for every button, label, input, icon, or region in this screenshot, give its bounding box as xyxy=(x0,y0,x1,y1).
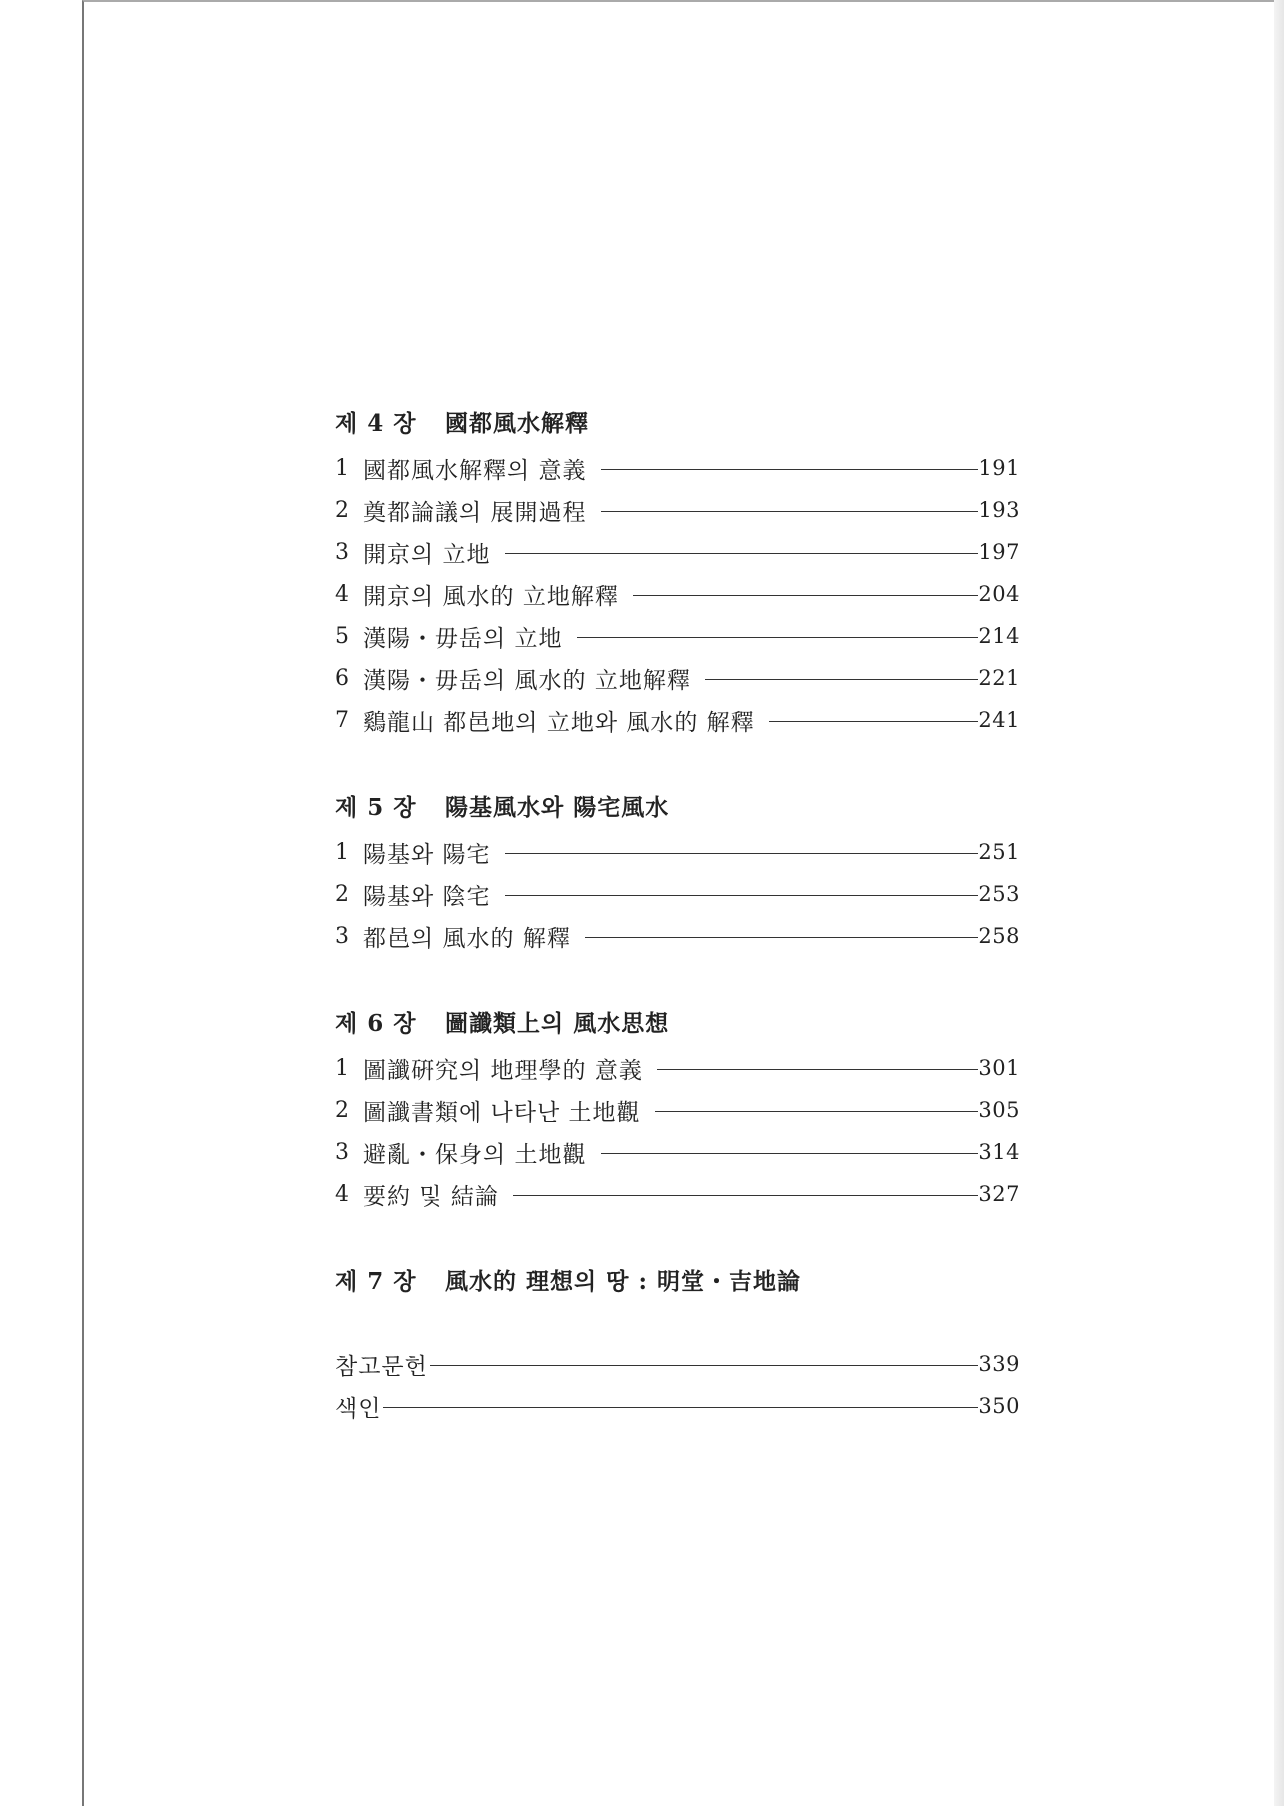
entry-page: 193 xyxy=(978,498,1020,522)
toc-entry[interactable] xyxy=(335,1131,1020,1173)
entry-number: 6 xyxy=(335,665,349,691)
dot-leader xyxy=(601,511,978,512)
chapter-heading[interactable] xyxy=(335,1265,1020,1299)
entry-title: 要約 및 結論 xyxy=(363,1183,499,1210)
entry-page: 241 xyxy=(978,708,1020,732)
toc-entry[interactable] xyxy=(335,831,1020,873)
entry-number: 3 xyxy=(335,923,349,949)
toc-entry[interactable] xyxy=(335,531,1020,573)
entry-title: 鷄龍山 都邑地의 立地와 風水的 解釋 xyxy=(363,709,755,736)
dot-leader xyxy=(769,721,978,722)
entry-page: 214 xyxy=(978,624,1020,648)
entry-page: 339 xyxy=(978,1352,1020,1376)
dot-leader xyxy=(601,469,978,470)
entry-title: 避亂・保身의 土地觀 xyxy=(363,1141,587,1168)
entry-number: 1 xyxy=(335,839,349,865)
entry-title: 색인 xyxy=(335,1395,382,1422)
chapter-title: 圖讖類上의 風水思想 xyxy=(445,1010,670,1037)
entry-number: 2 xyxy=(335,497,349,523)
entry-number: 4 xyxy=(335,1181,349,1207)
chapter-number: 제 7 장 xyxy=(335,1268,417,1295)
entry-page: 350 xyxy=(978,1394,1020,1418)
entry-number: 5 xyxy=(335,623,349,649)
toc-entry[interactable] xyxy=(335,1089,1020,1131)
entry-title: 陽基와 陽宅 xyxy=(363,841,491,868)
entry-title: 奠都論議의 展開過程 xyxy=(363,499,587,526)
entry-number: 7 xyxy=(335,707,349,733)
entry-page: 258 xyxy=(978,924,1020,948)
chapter-number: 제 6 장 xyxy=(335,1010,417,1037)
toc-entry[interactable] xyxy=(335,615,1020,657)
dot-leader xyxy=(705,679,978,680)
chapter-title: 風水的 理想의 땅 : 明堂・吉地論 xyxy=(445,1268,801,1295)
entry-title: 漢陽・毋岳의 立地 xyxy=(363,625,563,652)
entry-page: 251 xyxy=(978,840,1020,864)
entry-number: 2 xyxy=(335,881,349,907)
dot-leader xyxy=(505,853,978,854)
chapter-number: 제 5 장 xyxy=(335,794,417,821)
entry-number: 3 xyxy=(335,539,349,565)
entry-page: 301 xyxy=(978,1056,1020,1080)
entry-title: 참고문헌 xyxy=(335,1353,428,1380)
toc-entry[interactable] xyxy=(335,489,1020,531)
toc-entry[interactable] xyxy=(335,447,1020,489)
dot-leader xyxy=(505,553,978,554)
toc-entry[interactable] xyxy=(335,1047,1020,1089)
dot-leader xyxy=(655,1111,979,1112)
toc-entry[interactable] xyxy=(335,873,1020,915)
entry-page: 305 xyxy=(978,1098,1020,1122)
entry-page: 221 xyxy=(978,666,1020,690)
dot-leader xyxy=(585,937,978,938)
toc-entry[interactable] xyxy=(335,1173,1020,1215)
chapter-number: 제 4 장 xyxy=(335,410,417,437)
entry-title: 國都風水解釋의 意義 xyxy=(363,457,587,484)
chapter-heading xyxy=(335,1007,1020,1041)
page-edge-shadow xyxy=(1274,0,1284,1806)
dot-leader xyxy=(513,1195,978,1196)
entry-page: 253 xyxy=(978,882,1020,906)
entry-page: 197 xyxy=(978,540,1020,564)
toc-entry[interactable] xyxy=(335,657,1020,699)
dot-leader xyxy=(657,1069,978,1070)
entry-title: 漢陽・毋岳의 風水的 立地解釋 xyxy=(363,667,691,694)
toc-entry[interactable] xyxy=(335,915,1020,957)
entry-title: 圖讖書類에 나타난 土地觀 xyxy=(363,1099,641,1126)
entry-title: 開京의 風水的 立地解釋 xyxy=(363,583,619,610)
entry-title: 開京의 立地 xyxy=(363,541,491,568)
entry-number: 4 xyxy=(335,581,349,607)
dot-leader xyxy=(601,1153,978,1154)
entry-title: 圖讖硏究의 地理學的 意義 xyxy=(363,1057,643,1084)
chapter-title: 陽基風水와 陽宅風水 xyxy=(445,794,670,821)
entry-number: 1 xyxy=(335,1055,349,1081)
backmatter-entry[interactable] xyxy=(335,1385,1020,1427)
chapter-title: 國都風水解釋 xyxy=(445,410,589,437)
chapter-heading xyxy=(335,407,1020,441)
entry-page: 204 xyxy=(978,582,1020,606)
dot-leader xyxy=(577,637,978,638)
table-of-contents xyxy=(335,407,1020,1427)
entry-page: 327 xyxy=(978,1182,1020,1206)
entry-page: 314 xyxy=(978,1140,1020,1164)
entry-title: 陽基와 陰宅 xyxy=(363,883,491,910)
entry-number: 1 xyxy=(335,455,349,481)
dot-leader xyxy=(633,595,978,596)
dot-leader xyxy=(383,1407,978,1408)
chapter-heading xyxy=(335,791,1020,825)
backmatter-entry[interactable] xyxy=(335,1343,1020,1385)
entry-page: 191 xyxy=(978,456,1020,480)
entry-number: 3 xyxy=(335,1139,349,1165)
dot-leader xyxy=(505,895,978,896)
toc-entry[interactable] xyxy=(335,699,1020,741)
entry-number: 2 xyxy=(335,1097,349,1123)
toc-entry[interactable] xyxy=(335,573,1020,615)
entry-title: 都邑의 風水的 解釋 xyxy=(363,925,571,952)
dot-leader xyxy=(430,1365,978,1366)
